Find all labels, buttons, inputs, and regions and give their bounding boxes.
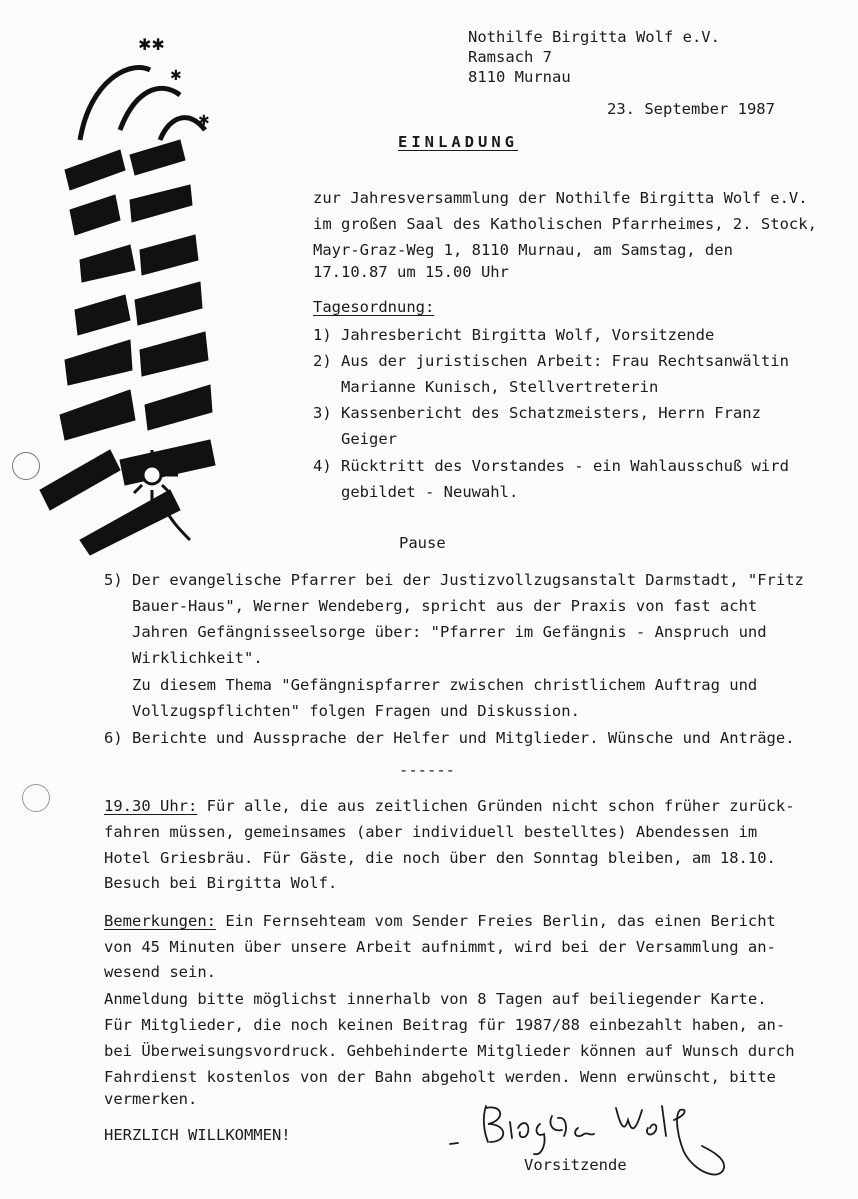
sender-street: Ramsach 7 bbox=[468, 48, 552, 66]
agenda-item: Rücktritt des Vorstandes - ein Wahlausschuß wird bbox=[341, 457, 789, 475]
remarks-line: vermerken. bbox=[104, 1090, 198, 1108]
agenda-item: Jahresbericht Birgitta Wolf, Vorsitzende bbox=[341, 326, 715, 344]
intro-line: im großen Saal des Katholischen Pfarrheimes, 2. Stock, bbox=[313, 215, 817, 233]
agenda-item: Zu diesem Thema "Gefängnispfarrer zwischen christlichem Auftrag und bbox=[132, 676, 758, 694]
remarks-text: Ein Fernsehteam vom Sender Freies Berlin, das einen Bericht bbox=[215, 912, 776, 930]
remarks-line: von 45 Minuten über unsere Arbeit aufnimmt, wird bei der Versammlung an- bbox=[104, 938, 776, 956]
closing: HERZLICH WILLKOMMEN! bbox=[104, 1126, 291, 1144]
agenda-item: Vollzugspflichten" folgen Fragen und Diskussion. bbox=[132, 702, 580, 720]
evening-paragraph bbox=[104, 797, 795, 815]
remarks-line: Für Mitglieder, die noch keinen Beitrag für 1987/88 einbezahlt haben, an- bbox=[104, 1016, 786, 1034]
signature-title: Vorsitzende bbox=[524, 1156, 627, 1174]
evening-label: 19.30 Uhr: bbox=[104, 797, 198, 815]
svg-text:✱: ✱ bbox=[170, 68, 182, 84]
svg-text:✱: ✱ bbox=[198, 113, 210, 129]
agenda-item: Berichte und Aussprache der Helfer und Mitglieder. Wünsche und Anträge. bbox=[132, 729, 795, 747]
remarks-line: Fahrdienst kostenlos von der Bahn abgeholt werden. Wenn erwünscht, bitte bbox=[104, 1068, 776, 1086]
agenda-number: 4) bbox=[313, 457, 332, 475]
agenda-item: Geiger bbox=[341, 430, 397, 448]
agenda-number: 1) bbox=[313, 326, 332, 344]
remarks-label: Bemerkungen: bbox=[104, 912, 216, 930]
intro-line: 17.10.87 um 15.00 Uhr bbox=[313, 263, 509, 281]
agenda-number: 2) bbox=[313, 352, 332, 370]
evening-line: Hotel Griesbräu. Für Gäste, die noch über den Sonntag bleiben, am 18.10. bbox=[104, 849, 776, 867]
agenda-item: Wirklichkeit". bbox=[132, 649, 263, 667]
agenda-number: 6) bbox=[104, 729, 123, 747]
agenda-number: 3) bbox=[313, 404, 332, 422]
agenda-item: Jahren Gefängnisseelsorge über: "Pfarrer im Gefängnis - Anspruch und bbox=[132, 623, 767, 641]
agenda-item: Bauer-Haus", Werner Wendeberg, spricht aus der Praxis von fast acht bbox=[132, 597, 758, 615]
separator: ------ bbox=[399, 761, 455, 779]
agenda-item: Marianne Kunisch, Stellvertreterin bbox=[341, 378, 659, 396]
sender-city: 8110 Murnau bbox=[468, 68, 571, 86]
remarks-line: bei Überweisungsvordruck. Gehbehinderte Mitglieder können auf Wunsch durch bbox=[104, 1042, 795, 1060]
remarks-line: wesend sein. bbox=[104, 963, 216, 981]
pause-label: Pause bbox=[399, 534, 446, 552]
svg-text:✱✱: ✱✱ bbox=[138, 35, 165, 54]
evening-text: Für alle, die aus zeitlichen Gründen nicht schon früher zurück- bbox=[197, 797, 795, 815]
agenda-title: Tagesordnung: bbox=[313, 298, 435, 316]
letter-date: 23. September 1987 bbox=[607, 100, 775, 118]
agenda-item: Der evangelische Pfarrer bei der Justizvollzugsanstalt Darmstadt, "Fritz bbox=[132, 571, 804, 589]
intro-line: zur Jahresversammlung der Nothilfe Birgitta Wolf e.V. bbox=[313, 189, 808, 207]
agenda-item: gebildet - Neuwahl. bbox=[341, 483, 519, 501]
remarks-paragraph bbox=[104, 912, 776, 930]
prison-wall-illustration bbox=[20, 20, 270, 560]
evening-line: Besuch bei Birgitta Wolf. bbox=[104, 874, 338, 892]
sender-org: Nothilfe Birgitta Wolf e.V. bbox=[468, 28, 720, 46]
agenda-item: Aus der juristischen Arbeit: Frau Rechtsanwältin bbox=[341, 352, 789, 370]
intro-line: Mayr-Graz-Weg 1, 8110 Murnau, am Samstag, den bbox=[313, 241, 733, 259]
agenda-item: Kassenbericht des Schatzmeisters, Herrn Franz bbox=[341, 404, 761, 422]
evening-line: fahren müssen, gemeinsames (aber individuell bestelltes) Abendessen im bbox=[104, 823, 758, 841]
page-title: EINLADUNG bbox=[398, 133, 518, 151]
signature bbox=[448, 1098, 738, 1188]
agenda-number: 5) bbox=[104, 571, 123, 589]
punch-hole-lower bbox=[22, 784, 50, 812]
remarks-line: Anmeldung bitte möglichst innerhalb von 8 Tagen auf beiliegender Karte. bbox=[104, 990, 767, 1008]
